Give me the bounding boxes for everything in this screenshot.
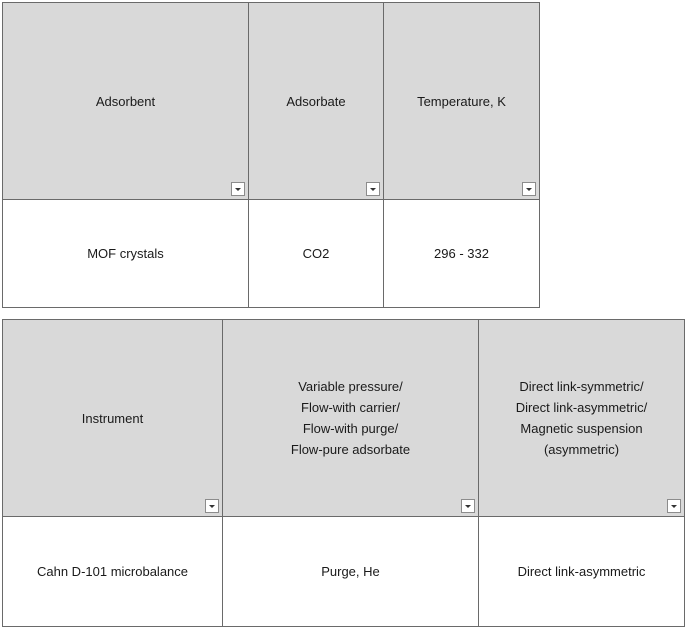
dropdown-arrow-icon: [671, 505, 677, 508]
table-row: [3, 200, 540, 308]
header-cell-balance-type[interactable]: [479, 320, 685, 517]
filter-dropdown-button[interactable]: [667, 499, 681, 513]
cell-value: Purge, He: [321, 564, 380, 579]
header-row: [3, 320, 685, 517]
cell-value: MOF crystals: [87, 246, 164, 261]
header-row: [3, 3, 540, 200]
header-label: Temperature, K: [417, 93, 506, 109]
cell-adsorbate[interactable]: [249, 200, 384, 308]
header-cell-method[interactable]: [223, 320, 479, 517]
cell-value: CO2: [302, 246, 330, 261]
header-cell-instrument[interactable]: [3, 320, 223, 517]
dropdown-arrow-icon: [209, 505, 215, 508]
filter-dropdown-button[interactable]: [522, 182, 536, 196]
header-cell-temperature[interactable]: [384, 3, 540, 200]
dropdown-arrow-icon: [526, 188, 532, 191]
cell-value: Direct link-asymmetric: [517, 564, 646, 579]
filter-dropdown-button[interactable]: [205, 499, 219, 513]
cell-balance-type[interactable]: [479, 517, 685, 627]
header-label: Direct link-symmetric/ Direct link-asymmetric/ Magnetic suspension (asymmetric): [515, 379, 648, 457]
dropdown-arrow-icon: [235, 188, 241, 191]
cell-method[interactable]: [223, 517, 479, 627]
filter-dropdown-button[interactable]: [461, 499, 475, 513]
header-cell-adsorbate[interactable]: [249, 3, 384, 200]
dropdown-arrow-icon: [465, 505, 471, 508]
header-label: Adsorbate: [286, 93, 346, 109]
cell-value: 296 - 332: [434, 246, 489, 261]
header-label: Instrument: [81, 410, 144, 426]
header-cell-adsorbent[interactable]: [3, 3, 249, 200]
cell-value: Cahn D-101 microbalance: [36, 564, 189, 579]
filter-dropdown-button[interactable]: [366, 182, 380, 196]
cell-temperature[interactable]: [384, 200, 540, 308]
instrument-method-table: [2, 319, 685, 627]
header-label: Variable pressure/ Flow-with carrier/ Flow-with purge/ Flow-pure adsorbate: [290, 379, 411, 457]
cell-adsorbent[interactable]: [3, 200, 249, 308]
cell-instrument[interactable]: [3, 517, 223, 627]
sorbent-conditions-table: [2, 2, 540, 308]
table-row: [3, 517, 685, 627]
header-label: Adsorbent: [95, 93, 156, 109]
dropdown-arrow-icon: [370, 188, 376, 191]
filter-dropdown-button[interactable]: [231, 182, 245, 196]
